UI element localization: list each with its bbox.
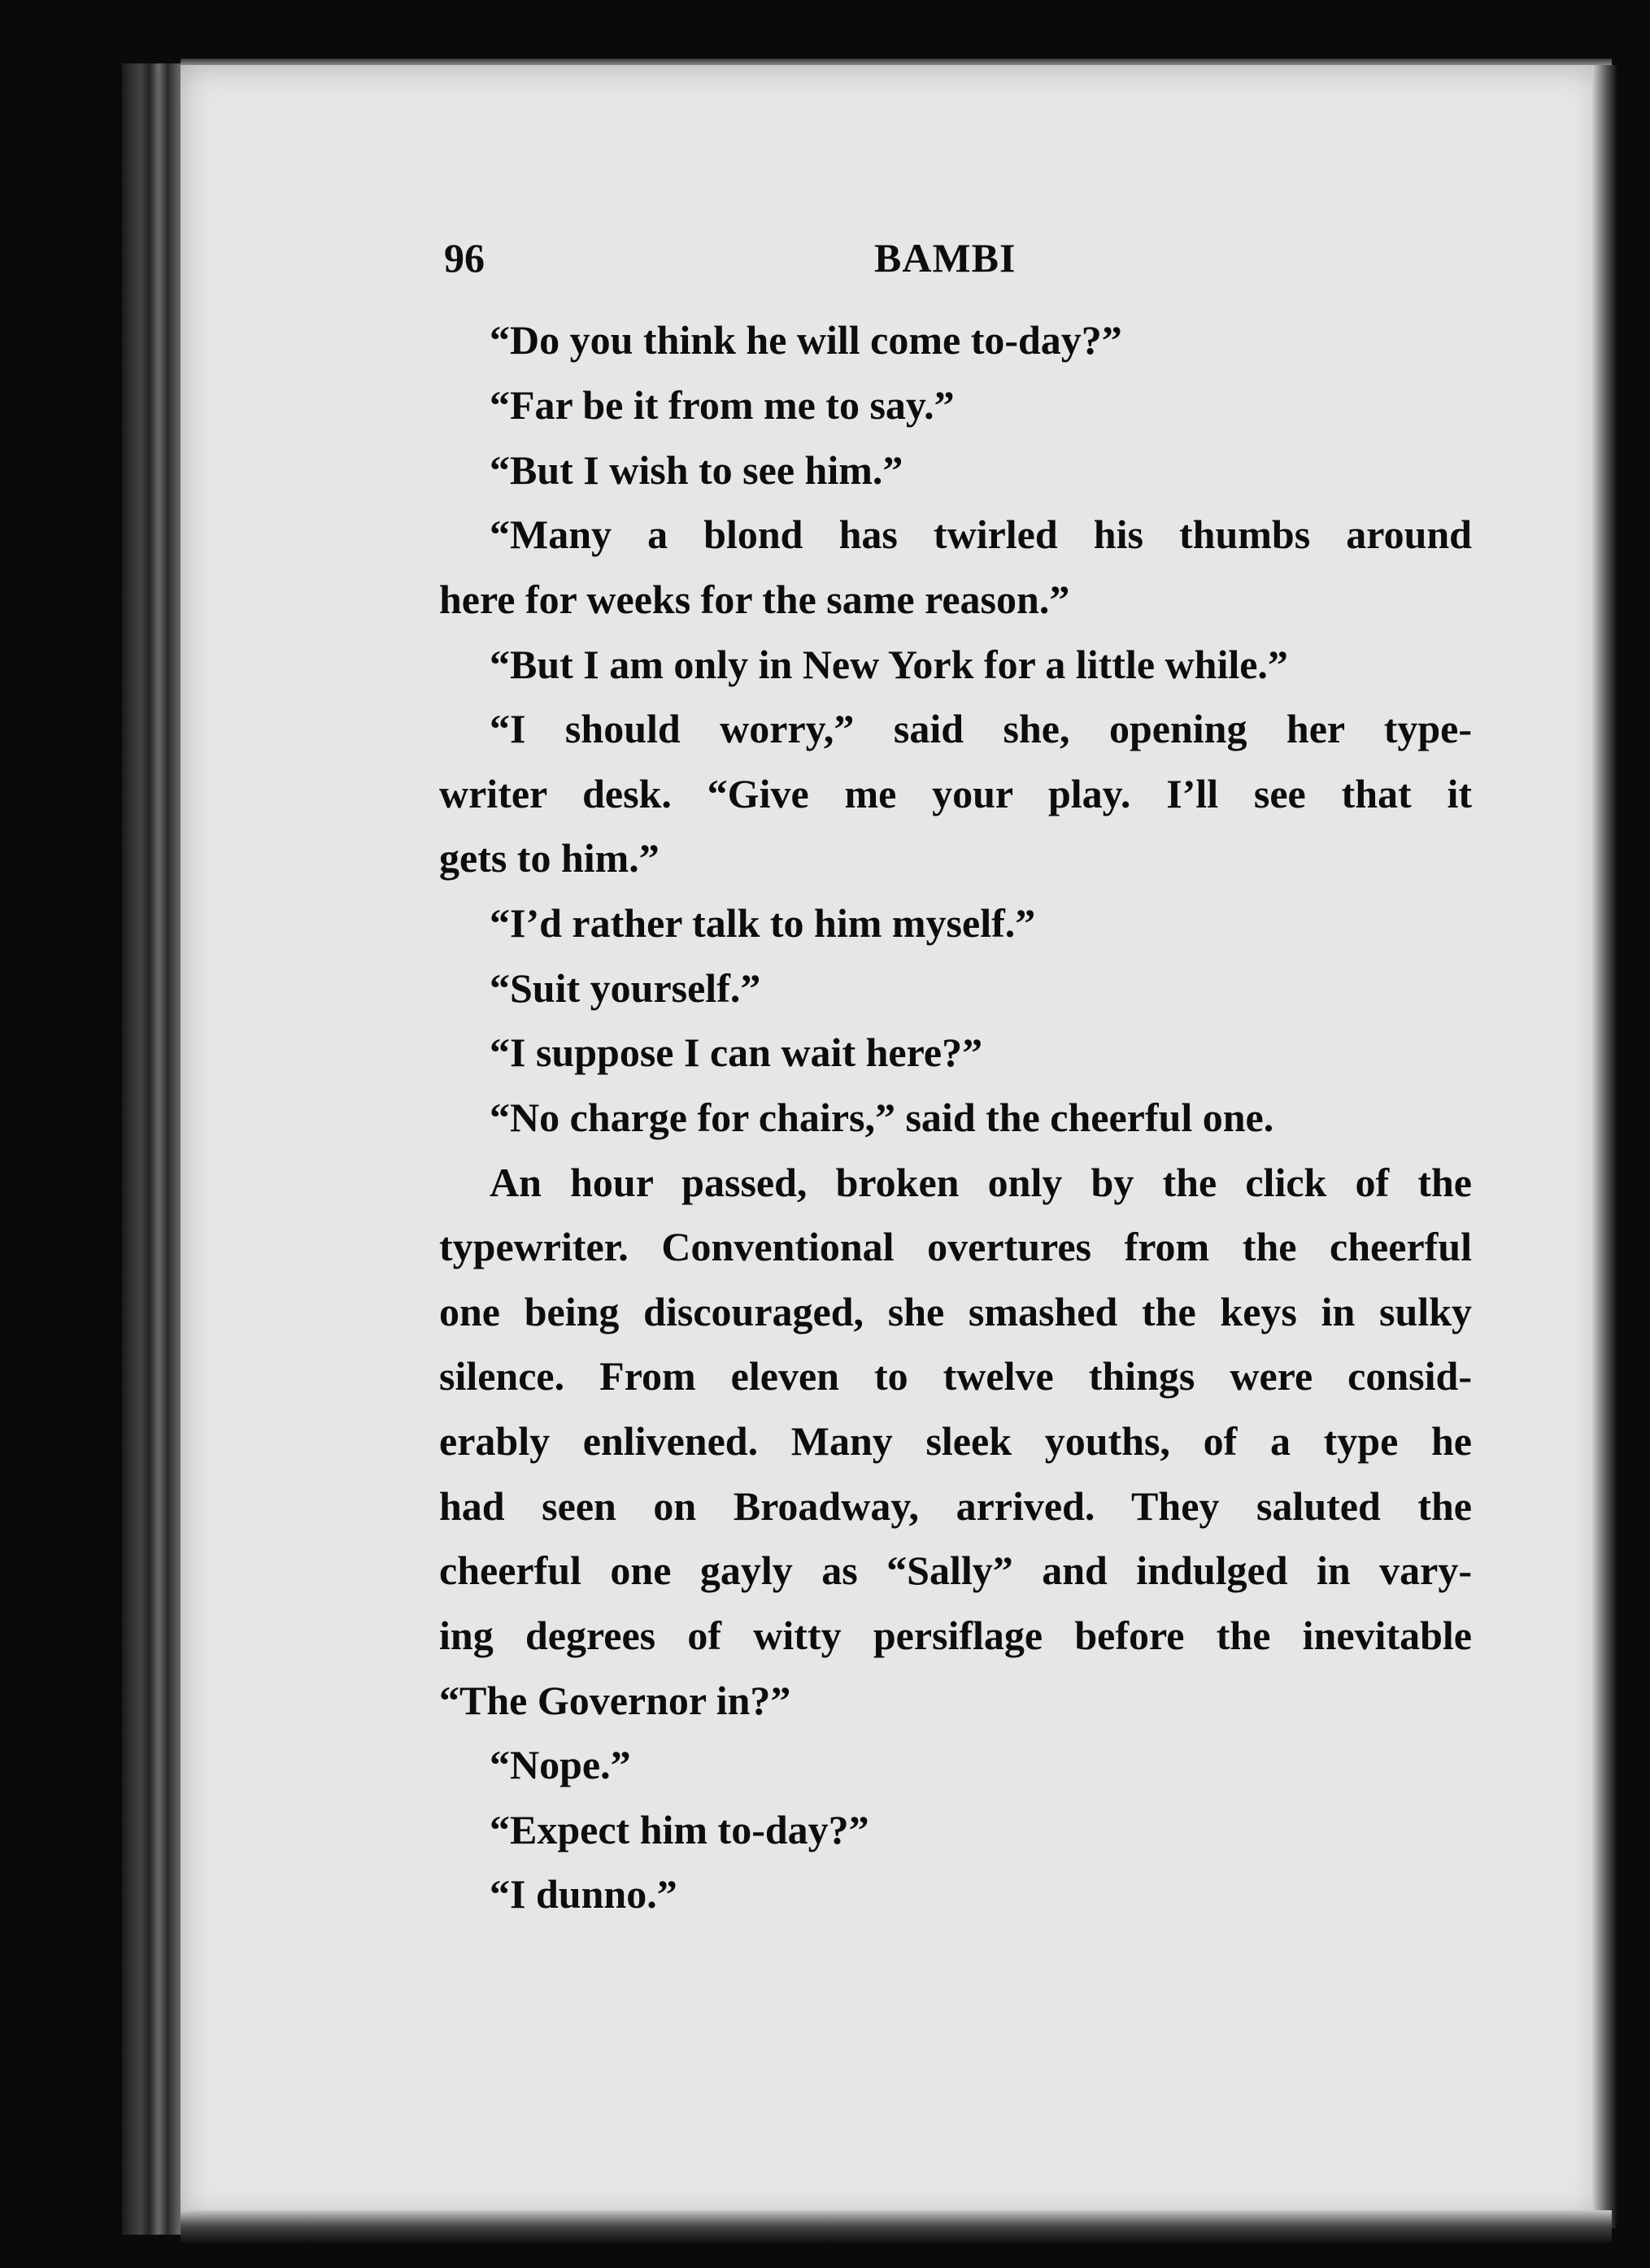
text-line: An hour passed, broken only by the click of the (490, 1160, 1472, 1205)
running-head (439, 234, 1472, 283)
page-bottom-edge (181, 2210, 1612, 2243)
text-line: “I’d rather talk to him myself.” (490, 900, 1036, 946)
text-line: erably enlivened. Many sleek youths, of a type he (439, 1418, 1472, 1464)
text-line: “I suppose I can wait here?” (490, 1030, 983, 1075)
text-line: cheerful one gayly as “Sally” and indulged in vary- (439, 1548, 1472, 1593)
text-line: typewriter. Conventional overtures from the cheerful (439, 1224, 1472, 1269)
text-line: “I should worry,” said she, opening her type- (490, 706, 1472, 751)
running-title: BAMBI (874, 235, 1017, 281)
text-line: had seen on Broadway, arrived. They saluted the (439, 1483, 1472, 1529)
text-line: “Nope.” (490, 1742, 631, 1787)
text-line: “Do you think he will come to-day?” (490, 317, 1122, 363)
text-line: “The Governor in?” (439, 1678, 791, 1723)
text-line: one being discouraged, she smashed the keys in sulky (439, 1289, 1472, 1334)
text-line: “But I am only in New York for a little while.” (490, 642, 1288, 687)
page-number: 96 (444, 235, 485, 281)
text-line: “Many a blond has twirled his thumbs around (490, 511, 1472, 557)
text-line: writer desk. “Give me your play. I’ll see that it (439, 771, 1472, 816)
page-right-edge (1592, 65, 1617, 2228)
text-line: “Suit yourself.” (490, 965, 761, 1011)
text-line: gets to him.” (439, 835, 660, 881)
text-line: “Expect him to-day?” (490, 1807, 869, 1852)
text-line: “I dunno.” (490, 1871, 677, 1917)
book-binding-edge (122, 63, 183, 2235)
text-line: silence. From eleven to twelve things were consid- (439, 1353, 1472, 1399)
text-line: ing degrees of witty persiflage before the inevitable (439, 1613, 1472, 1658)
text-line: “But I wish to see him.” (490, 447, 903, 493)
text-line: “Far be it from me to say.” (490, 382, 955, 428)
text-line: here for weeks for the same reason.” (439, 577, 1070, 622)
text-line: “No charge for chairs,” said the cheerful one. (490, 1095, 1274, 1140)
